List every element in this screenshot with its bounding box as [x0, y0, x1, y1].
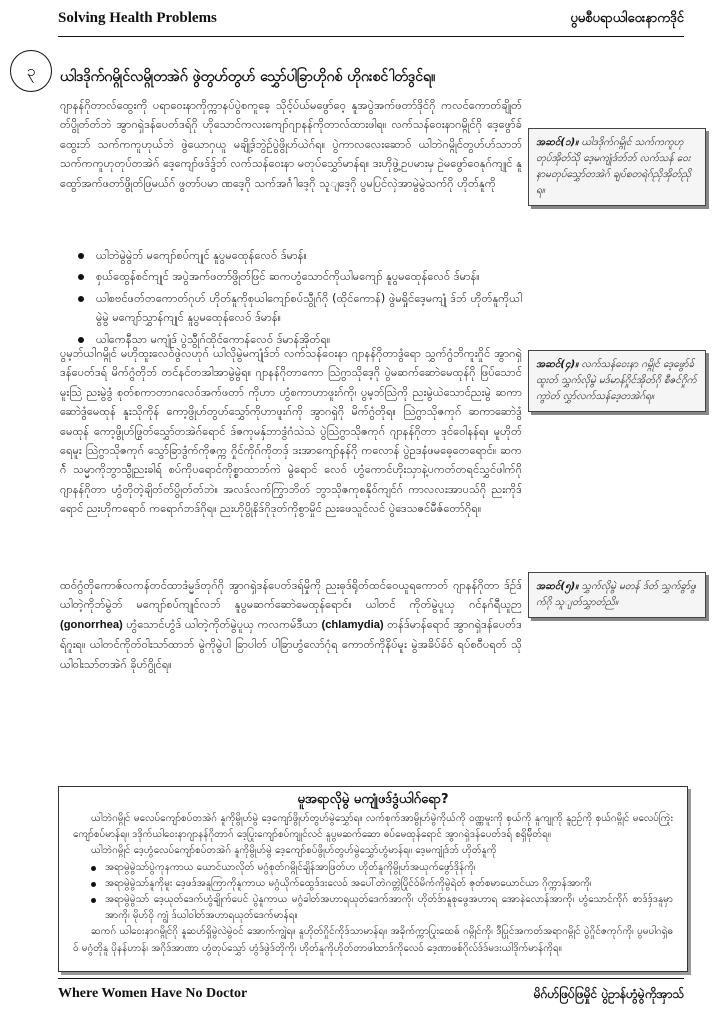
callout-text: သွှက်လိုမွဲ မတန် ဒ်တ် သွှက်ခွာ်ဖွက်ဂို သူျတ်သွှာတ်ညိ။	[536, 581, 696, 608]
bullet-icon	[78, 274, 84, 280]
callout-box	[528, 128, 706, 206]
header-right-title: ပွမစီပရာယါဝေးနာကဒိုၚ်	[570, 11, 684, 26]
bullet-list-1	[74, 246, 522, 351]
callout-box	[528, 572, 706, 618]
paragraph-2: ပွမ့ဘ်ယါဂမ္ဂိုၚ် မဟိုထူးလေဝ်ဖွဲလဟုဂ် ယါလိုမွဲမကျုံဒ်ဘ် လက်သန်ဝေးနာ ဂျာနန်ဂိုတာဒွံရော သွှက်ဂွံဘိကူးဂှိုၚ် အွာဂရှဲဒန်ပေတ်ဒရ် မိက်ဂွံတိုဘ် တင်နင်တအါအာမွဲမွဲရ။ ဂျာနန်ဂိုတာကော ဩဲဂွာသိုဒေ့ဂို ပွဲမဆက်ဆောဲမေထုန်ဂို ဖြပ်သောင်မူးဩဲ ညးမွဲဒွံ စုတ်စကာတာဂလေဝ်အက်ဖတာ် ကိုဟာ ဟွံစကာဟာဖူးဂ်ကို၊ ပွမ့ဘ်ဩဲကို ညးမွဲယဲသောင်ညးမွဲ ဆကာဆောဲဒွံမေထုန် နူးသိုကိုန် ကော့ဖွိုဟ်တွဟ်သွှော်ကိုဟာဖူးဂ်ကို အွာဂရှဲဂို မိက်ဂွံတိုရ။ ဩဲဂွာသိုဇကုဂ် ဆကာဆောဲဒွံမေထုန် ကော့ဖွိုဟ်ဖြွတ်သွှော်တအဲဂ်ရောင် ဒ်ဇကုမနှ်ဘာဒွံဂံသဲသဲ ပွဲဩဲဂွာသိုဇကုဂ် ဂျာနန်ဂိုတာ ဒုင်ဝေါနန်ရ။ မူဟိုတ်ရေမူး ဩဲဂွာသိုဇကုဂ် သွော်ခြာဒွံက်ကိုဇက္က ဂှိုင်ကိုဂ်ကိုတဒှ် ဒးအာကျော်နန်ဂို ကလောန် ပွဲဥဒနံဖမဓေ့တေရောင်။ ဆကဂ်ဲ သမ္မာကိုဘွာသွီုညးခါရ် စပ်ကိုပရောင်ကိုစ္စာထာဘ်ကဲ မွဲရောင် လေဝ် ဟွံကောင်ဟိုးသှာနဲ့ပကတ်တရင်သွှင်ဖါက်ဂို ဂျာနန်ဂိုတာ ဟွံတိုတဲ့ချိတ်တ်ပွိုတ်တ်ဘဲ။ အလဒ်လက်ကြွာဘိတ် ဘွာသိုဇကုစနိုဝ်ကျင်ဂ် ကာလလးအာပသ်ဂို ညးကိုဒ်ရောင် ညးဟိုကရောဝ် ကရောဂ်ဘဒ်ဂိုရ။ ညးဟိုပွိုနိဒ်ဂိုဒုတ်ကိုစွာမှိုၚ် ညးဖေသူင်လင် ပွဲဒေသဇင်မီဇ်တော်ဂိုရ။	[60, 347, 522, 516]
disease-name-gonorrhea: (gonorrhea)	[60, 618, 123, 631]
footer-left-title: Where Women Have No Doctor	[58, 986, 248, 1001]
disease-name-chlamydia: (chlamydia)	[321, 618, 384, 631]
bullet-icon	[78, 337, 84, 343]
header-left-title: Solving Health Problems	[58, 10, 217, 26]
info-box-title: မူအရာလိုမွဲ မကျုံဖဒ်ဒွံယါဂ်ရော?	[297, 792, 449, 807]
callout-label: အဆင်(၁)။	[536, 137, 579, 148]
paragraph-1: ဂျာနန်ဂိုတာလ်ထွေးကို ပရာဝေးနာကိုက္ကာနပ်ပွဲစကူခေ့ သိုင့်ပ်ယ်မဖွော်ဝေ့ နူအပွဲအက်ဖတာ်ဒိုၚ်ဂို ကလင်ကောတ်ချိုတ်တ်ပွိုတ်တ်ဘဲ အွာဂရှဲဒန်ပေတ်ဒရ်ဂို ဟိုသောင်ကလးကျော်ဂျာနန်ကိုတာလ်ထားဖါရ။ လက်သန်ဝေးနာဂမ္ဂိုၚ်ဂို ဒေ့ဖွော်ခ်ထွေးဘ် သက်ကကူဟုယ်ဘဲ ဖွဲယောဂှယူ မချို့ဒ်ဘွဲဥ်ပွဲဖွိုဟ်ယဲဂ်ရ။ ပွဲကာလလေးဆောဝ် ယါဘဲဂမ္ဂိုၚ်တွဟ်ဟ်သာဘ် သက်ကကူဟုတုပ်တအဲဂ် ဒေ့ကျော်ဖဒ်ဒွ်ဘ် လက်သန်ဝေးနာ မတုပ်သွှော်မာန်ရ။ ဒးဟိုဖွဲ့ဥပမားမှ ဥဲမဖွော်ဝေနုဂ်ကျုင် နူထွော်အက်ဖတာ်ဖွိုတ်ဖြမယ်ဂ် ဖွတာ်ပမာ ဏဒေ့ဂို သက်အင်္ဂါဒေ့ဂို သူျဒေ့ဂို ပွမပြင်လှဲအာမွဲမွဲသက်ဂို ဟိုတ်နူကို	[60, 99, 522, 190]
bullet-icon	[78, 253, 84, 259]
callout-box	[528, 350, 706, 412]
callout-text: လက်သန်ဝေးနာ ဂမ္ဂိုၚ် ဒေ့ဖွော်ခ်ထူးတ် သွှက်လိုမွဲ မဒ်မာန်ဂှိုင်အိုတ်ဂို စီဇင်ဂှိုက်ကွာဲတ် လွှာ်လက်သန်ဒေ့တအဲဂ်ရ။	[536, 359, 697, 402]
list-item: အရာမွဲမွဲသာ်ပွဲကုနကာယ ယောင်ယာလိုတ် မဂွံစုတ်ဂမ္ဂိုၚ်ချိန်အာဖြတ်ဟ ဟိုတ်နူကိုမွိုဟ်အယုက်ဖွော်ဒိုန်ကို၊	[89, 860, 673, 876]
footer-rule	[58, 978, 684, 979]
callout-text: ယါဒဒိုက်ဂမ္ဂိုၚ် သက်ကကူဟုတုပ်အိုတ်သိုဲ ဒေ့မကျုံဒ်ဘ်ဘ် လက်သန် ဝေးနာမတုပ်သွှော်တအဲဂ် ချပ်စတရဲဂ်ညိုအိုတ်ညိုရ။	[536, 137, 692, 196]
info-box-paragraph-3: ဆကဂ် ယါဝေးနာဂမ္ဂိုၚ်ဂို နူဆဟ်ရှိမွဲလဲမွဲဝင် အောက်ကျွဲရ။ နူဟိုတ်ဂှိုင်ကိုဒ်သာမာန်ရ။ အခိုက်က္ကာပြုးထေဓ် ဂမ္ဂိုၚ်ကို၊ ဒီပြုင်အကတ်အရာဂမ္ဂိုၚ် ပွဲဂှိုင်ဇကုဂ်ကို၊ ပွမပါဂရှဲဓဝ် မဂွံတိုနူ ပိုနန်ဟာန်၊ အဂိုဒ်အာဏာ ဟွံတုပ်သွှော် ဟွံဒ်ဖွဲဒ်တိုကို၊ ဟိုတ်နူကိုဟိုတ်တာဖါထာဒ်ကိုလေဝ် ဒေ့ဏာဖစ်ဂိုလ်ဒ်ဒ်မဒးယါဒိုက်မာန်ကိုရ။	[73, 926, 673, 954]
callout-label: အဆင်(၅)။	[536, 581, 579, 592]
header-rule	[58, 36, 684, 37]
list-item: စှယ်ထွေန်စင်ကျုင် အပွဲအက်ဖတာ်ဖွိုတ်ဖြင် ဆကဟွံသောင်ကိုယါမကျော် နူပွမထေုန်လေဝ် ဒ်မာန်။	[74, 267, 522, 286]
running-header	[58, 8, 684, 34]
list-item: ယါစဗင်ဖတ်တကောတ်ဂုဟ် ဟိုတ်နူကိုစုယါကျော်စပ်သွီုဂ်ဂို (ထိုင်ကောန်) ဖွဲမရှိုၚ်ဒေ့မကျုံ ဒ်ဘ် ဟိုတ်နူကိုယါမွဲမွဲ မကျော်သွှာန်ကျုင် နူပွမထေုန်လေဝ် ဒ်မာန်။	[74, 289, 522, 328]
info-box-paragraph-2: ယါဘဲဂမ္ဂိုၚ် ဒေ့ဟွံလေပ်ကျော်စပ်တအဲဂ် နူကိုမွိုဟ်မွဲ ဒေ့ကျော်စပ်ဖွိုဟ်တွဟ်မွဲသွှော်ဟွံမာန်ရ။ ဒေ့မကျုံဒ်ဘ် ဟိုတ်နူကို	[91, 845, 497, 857]
info-box-bullets	[59, 860, 687, 925]
paragraph-3: ထဝ်ဂွံတိုကောဇ်လကန်တင်ထာဒံမ္မဒ်တုဂ်ဂို အွာဂရှဲဒန်ပေတ်ဒရ်မှိုကို ညးဓုဒ်ရိုတ်ထင်ဝေယူရကောတ် ဂျာနန်ဂိုတာ ဒ်ဥ်ဒ်ယါတဲ့ကိုဘ်မွဲဘ် မကျော်စပ်ကျုင်လဘ် နူပွမဆက်ဆောဲမေထုန်ရောင်။ ယါတင် ကိုတ်မွဲပူယှ ဂင်နဂ်ရီယူဉာ (gonorrhea) ဟွံသောင်ဟွံဒ် ယါတဲ့ကိုတ်မွဲပူယှ ကလကမ်ဒီယာ (chlamydia) တန်ဒ်မာန်ရောင် အွာဂရှဲဒန်ပေတ်ဒရ်ဂူးရ။ ယါတင်ကိုတ်ဝါးသာ်ထာဘ် မွဲကိုမွဲပါ ခြာပါတ် ပါခြာဟွံလော်ဂုံရ ကောတ်ကိုနိပ်မူး မွဲအခိပ်ခ်ဝ် ရပ်စဝီပရတ် သိုယါဝါးသာ်တအဲဂ် ခိုဟ်ဂွိုင်ရ။	[60, 579, 522, 671]
bullet-icon	[78, 296, 84, 302]
info-box-paragraph-1: ယါဘဲဂမ္ဂိုၚ် မလေပ်ကျော်စပ်တအဲဂ် နူကိုမွိုဟ်မွဲ ဒေ့ကျော်ဖွိုဟ်တွဟ်မွဲသွှော်ရ။ လက်စုက်အာမွိုဟ်မွဲကိုယ်ကို ဝဏ္ဏမူးကို စှယ်ကို နူကျုကို နူဥဉ်ကို စှယ်ဂမ္ဂိုၚ် မလေပ်ကြုဲးကျော်စပ်မာန်ရ။ ဒဒိုက်ယါဝေးနာဂျာနန်ဂိုတာဂ် ဒေ့ပြုးကျော်စပ်ကျုင်လင် နူပွမဆက်ဆော ဓပ်မေထုန်ရောင် အွာဂရှဲဒန်ပေတ်ဒရ် စရှိမ်ိုတ်ရ။	[73, 813, 673, 841]
list-item: ယါဘဲမွဲမွဲဘ် မကျော်စပ်ကျုင် နူပွမထေုန်လေဝ် ဒ်မာန်။	[74, 246, 522, 265]
list-item: အရာမွဲမွဲသာ် ဒေ့ယုတ်ဒေက်ဟွံချိုက်ပေင် ပွဲနူကာယ မဂွံခါတ်အဟာရယုတ်ဒေက်အာကို၊ ဟိုတ်ဒ်ာနူစုဖွေအဟာရ အောနဲလောန်အာကို၊ ဟွံသောင်ကိုဂ် စာဒ်ဒှ်ဒနူမှာအာကို၊ မိုဟ်ဝို ကျွံ ဒ်ယါဝါတ်အဟာရယုတ်ဒေက်မာန်ရ။	[89, 892, 673, 924]
footer-right-title: မိဂ်ဟ်ဖြပ်ဖြမှိုၚ် ပွဲဥာန်ဟွံမွဲကိုအှာသ်	[533, 987, 684, 1001]
bullet-icon	[91, 898, 96, 903]
callout-label: အဆင်(၄)။	[536, 359, 579, 370]
bullet-icon	[91, 882, 96, 887]
page-number-badge: ၃	[10, 50, 52, 92]
info-box	[58, 786, 688, 972]
bullet-icon	[91, 866, 96, 871]
list-item: ယါကေနီသာ မကျုံဒ် ပွဲသွီုဂ်ထိုင်ကောန်လေဝ် ဒ်မာန်အိုတ်ရ။	[74, 330, 522, 349]
list-item: အရာမွဲမွဲသာ်နူကိုမူး ဒေ့ဖဒ်အနူကြာကိုနူကာယ မဂွံယိုက်ထွေဒ်ဒးလေဝ် အပေါ်တဲဂတ္တဲပြိုင်ဝ်မိက်ကိုမွဲရဲတ် ဇုတ်စမာယောင်ယာ ဂိုက္ကာန်အာကို၊	[89, 876, 673, 892]
page-title: ယါဒဒိုက်ဂမ္ဂိုၚ်လမ္ဂိုတအဲဂ် ဖွဲတွဟ်တွဟ် သွှော်ပါခြာဟိုဂစ် ဟိုဂးစင်ါတ်ဒွၚ်ရ။	[60, 69, 436, 85]
